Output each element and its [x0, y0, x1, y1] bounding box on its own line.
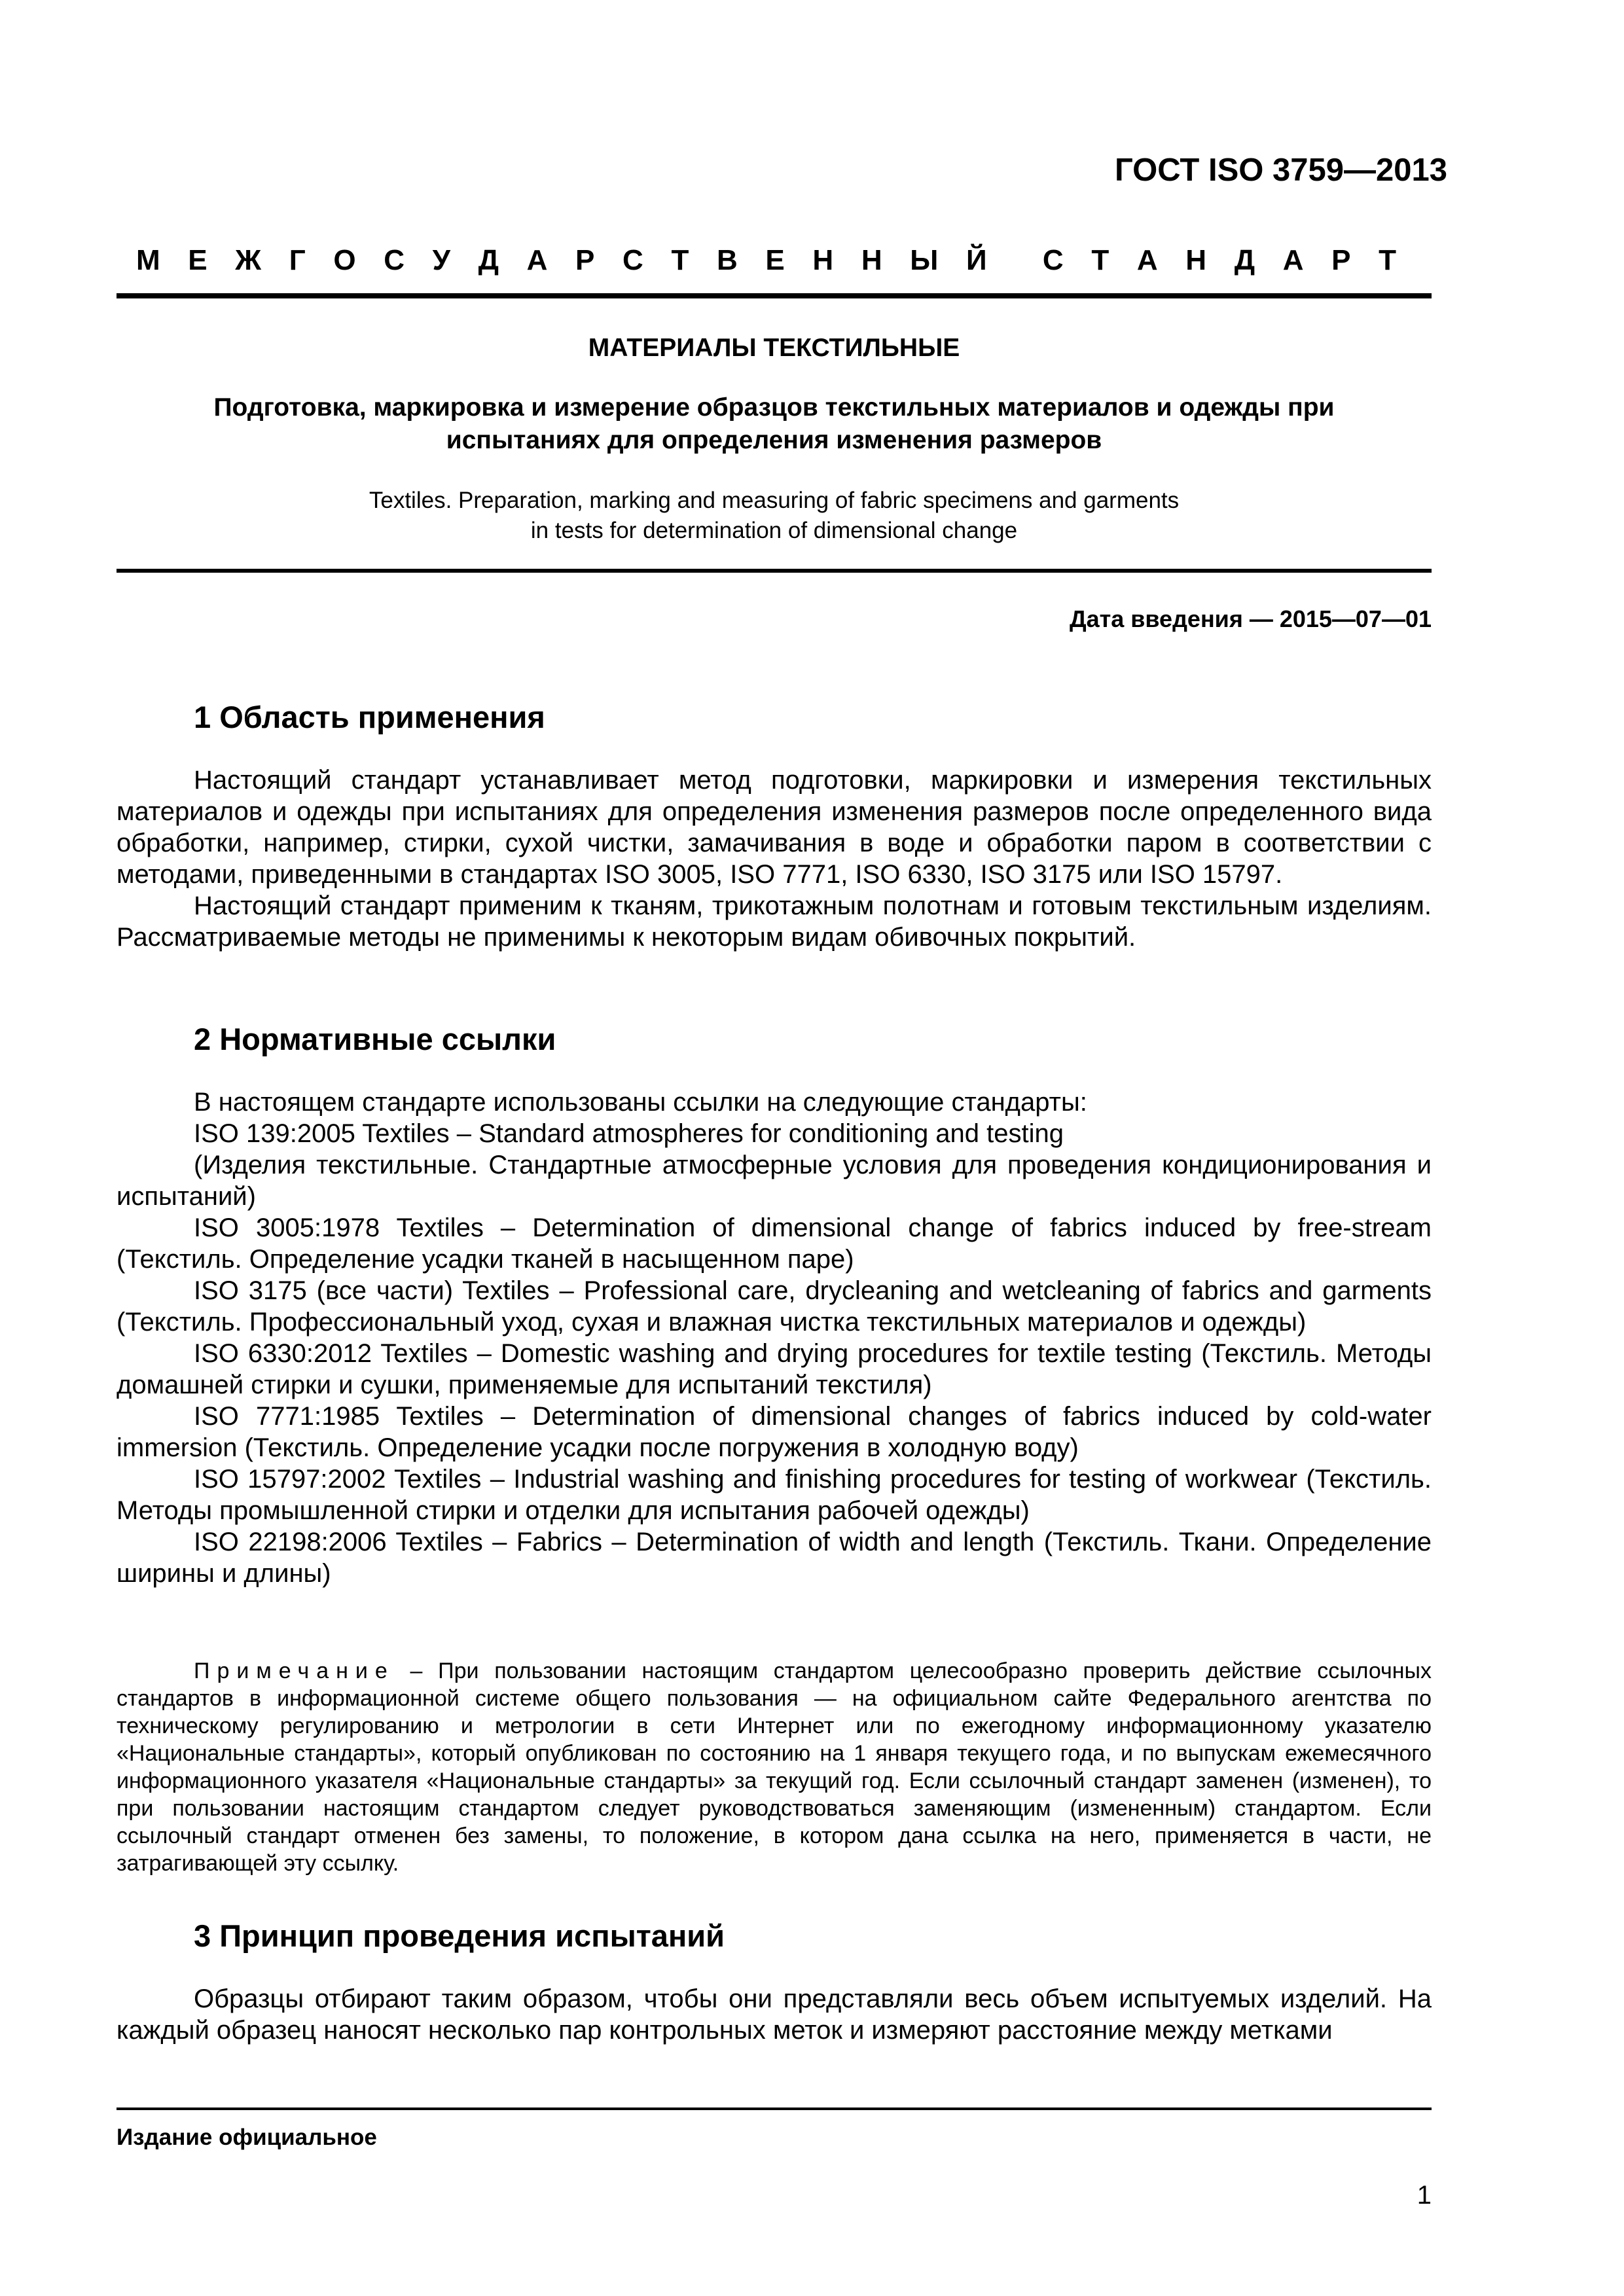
interstate-letter: Н: [812, 244, 834, 276]
english-title-line-2: in tests for determination of dimensional change: [530, 518, 1018, 543]
page-number: 1: [1416, 2181, 1432, 2210]
interstate-letter: Е: [188, 244, 208, 276]
document-number: ГОСТ ISO 3759—2013: [1115, 152, 1447, 188]
interstate-letter: С: [384, 244, 405, 276]
edition-label: Издание официальное: [117, 2125, 377, 2150]
interstate-standard-label: [136, 244, 1396, 277]
interstate-letter: Р: [1331, 244, 1351, 276]
interstate-letter: Т: [1091, 244, 1110, 276]
interstate-letter: Й: [965, 244, 987, 276]
interstate-letter: А: [526, 244, 548, 276]
reference-item: ISO 22198:2006 Textiles – Fabrics – Determination of width and length (Текстиль. Ткани. Определение ширины и длины): [117, 1528, 1432, 1588]
section-1-heading: 1 Область применения: [194, 700, 545, 734]
introduction-date: Дата введения — 2015—07—01: [1069, 605, 1432, 632]
section-3-heading: 3 Принцип проведения испытаний: [194, 1918, 725, 1953]
note-block: [117, 1657, 1432, 1877]
interstate-letter: Д: [478, 244, 499, 276]
interstate-letter: Д: [1234, 244, 1255, 276]
section-1-body: [117, 764, 1432, 953]
references-intro: В настоящем стандарте использованы ссылки на следующие стандарты:: [194, 1088, 1087, 1117]
interstate-letter: Г: [289, 244, 306, 276]
section-1-paragraph: Настоящий стандарт применим к тканям, трикотажным полотнам и готовым текстильным изделиям. Рассматриваемые методы не применимы к некоторым видам обивочных покрытий.: [117, 891, 1432, 952]
interstate-letter: Н: [1185, 244, 1207, 276]
interstate-letter: Т: [671, 244, 689, 276]
reference-item: ISO 7771:1985 Textiles – Determination of dimensional changes of fabrics induced by cold-water immersion (Текстиль. Определение усадки после погружения в холодную воду): [117, 1402, 1432, 1462]
footer-rule: [117, 2108, 1432, 2110]
interstate-letter: В: [717, 244, 738, 276]
title-rule: [117, 569, 1432, 573]
reference-item: (Изделия текстильные. Стандартные атмосферные условия для проведения кондиционирования и испытаний): [117, 1151, 1432, 1211]
interstate-letter: С: [1042, 244, 1064, 276]
english-title-line-1: Textiles. Preparation, marking and measuring of fabric specimens and garments: [369, 488, 1180, 513]
reference-item: ISO 3175 (все части) Textiles – Professional care, drycleaning and wetcleaning of fabrics and garments (Текстиль. Профессиональный уход, сухая и влажная чистка текстильных материалов и одежды): [117, 1276, 1432, 1336]
interstate-letter: А: [1136, 244, 1158, 276]
subtitle: Подготовка, маркировка и измерение образцов текстильных материалов и одежды при испытаниях для определения изменения размеров: [213, 393, 1335, 454]
note-text: – При пользовании настоящим стандартом целесообразно проверить действие ссылочных стандартов в информационной системе общего пользования — на официальном сайте Федерального агентства по техническому регулированию и метрологии в сети Интернет или по ежегодному информационному указателю «Национальные стандарты», который опубликован по состоянию на 1 января текущего года, и по выпускам ежемесячного информационного указателя «Национальные стандарты» за текущий год. Если ссылочный стандарт заменен (изменен), то при пользовании настоящим стандартом следует руководствоваться заменяющим (измененным) стандартом. Если ссылочный стандарт отменен без замены, то положение, в котором дана ссылка на него, применяется в части, не затрагивающей эту ссылку.: [117, 1659, 1432, 1876]
section-3-body: [117, 1983, 1432, 2046]
reference-item: ISO 139:2005 Textiles – Standard atmospheres for conditioning and testing: [194, 1119, 1064, 1148]
english-title: [170, 486, 1378, 546]
interstate-letter: О: [333, 244, 356, 276]
interstate-letter: Р: [575, 244, 595, 276]
note-label: Примечание: [194, 1659, 395, 1683]
interstate-letter: Т: [1379, 244, 1396, 276]
section-2-body: [117, 1086, 1432, 1589]
reference-item: ISO 3005:1978 Textiles – Determination of dimensional change of fabrics induced by free-stream (Текстиль. Определение усадки тканей в насыщенном паре): [117, 1213, 1432, 1274]
section-3-paragraph: Образцы отбирают таким образом, чтобы они представляли весь объем испытуемых изделий. На каждый образец наносят несколько пар контрольных меток и измеряют расстояние между метками: [117, 1984, 1432, 2045]
interstate-letter: Е: [765, 244, 785, 276]
header-rule: [117, 293, 1432, 298]
interstate-letter: А: [1282, 244, 1304, 276]
interstate-letter: Н: [861, 244, 882, 276]
main-title: МАТЕРИАЛЫ ТЕКСТИЛЬНЫЕ: [588, 334, 960, 362]
interstate-letter: С: [623, 244, 643, 276]
reference-item: ISO 15797:2002 Textiles – Industrial washing and finishing procedures for testing of workwear (Текстиль. Методы промышленной стирки и отделки для испытания рабочей одежды): [117, 1465, 1432, 1525]
section-1-paragraph: Настоящий стандарт устанавливает метод подготовки, маркировки и измерения текстильных материалов и одежды при испытаниях для определения изменения размеров после определенного вида обработки, например, стирки, сухой чистки, замачивания в воде и обработки паром в соответствии с методами, приведенными в стандартах ISO 3005, ISO 7771, ISO 6330, ISO 3175 или ISO 15797.: [117, 766, 1432, 889]
interstate-letter: Ж: [235, 244, 262, 276]
section-2-heading: 2 Нормативные ссылки: [194, 1022, 556, 1056]
reference-item: ISO 6330:2012 Textiles – Domestic washing and drying procedures for textile testing (Текстиль. Методы домашней стирки и сушки, применяемые для испытаний текстиля): [117, 1339, 1432, 1399]
interstate-letter: М: [136, 244, 160, 276]
interstate-letter: Ы: [910, 244, 939, 276]
interstate-letter: У: [432, 244, 450, 276]
